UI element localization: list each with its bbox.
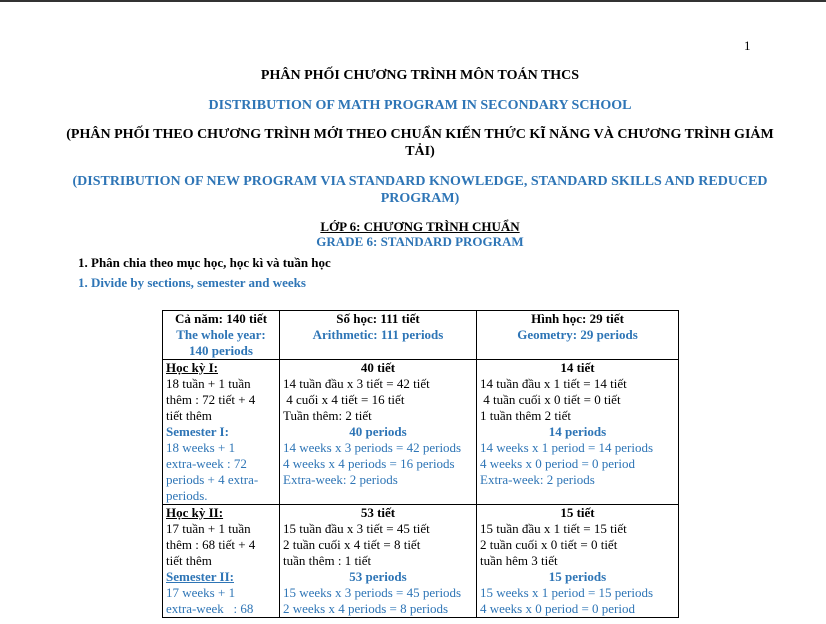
- title-en: DISTRIBUTION OF MATH PROGRAM IN SECONDARY SCHOOL: [208, 98, 632, 113]
- grade-heading-vi: LỚP 6: CHƯƠNG TRÌNH CHUẨN: [320, 219, 520, 234]
- semester-1-line-en: periods.: [166, 488, 208, 503]
- semester-2-geometry-total-vi: 15 tiết: [560, 505, 595, 520]
- semester-1-arithmetic-cell: [280, 360, 477, 505]
- semester-1-line: tiết thêm: [166, 408, 212, 423]
- semester-2-line: tiết thêm: [166, 553, 212, 568]
- semester-2-label-vi: Học kỳ II:: [166, 505, 224, 520]
- top-border: [0, 0, 826, 2]
- table-row-semester-2: [163, 505, 679, 618]
- whole-year-vi: Cả năm: 140 tiết: [174, 311, 268, 326]
- semester-1-label-en: Semester I:: [166, 424, 229, 439]
- semester-2-label-en: Semester II:: [166, 569, 234, 584]
- semester-2-arithmetic-total-en: 53 periods: [349, 569, 407, 584]
- semester-1-label-vi: Học kỳ I:: [166, 360, 218, 375]
- arithmetic-line: 2 tuần cuối x 4 tiết = 8 tiết: [283, 537, 421, 552]
- geometry-vi: Hình học: 29 tiết: [531, 311, 624, 326]
- arithmetic-line: 14 tuần đầu x 3 tiết = 42 tiết: [283, 376, 430, 391]
- geometry-line-en: 14 weeks x 1 period = 14 periods: [480, 440, 654, 455]
- geometry-line: 14 tuần đầu x 1 tiết = 14 tiết: [480, 376, 627, 391]
- arithmetic-line: 15 tuần đầu x 3 tiết = 45 tiết: [283, 521, 430, 536]
- semester-1-line-en: 18 weeks + 1: [166, 440, 236, 455]
- semester-2-line-en: extra-week : 68: [166, 601, 254, 616]
- geometry-line-en: 4 weeks x 0 period = 0 period: [480, 456, 635, 471]
- semester-2-geometry-cell: [477, 505, 679, 618]
- whole-year-en-1: The whole year:: [176, 327, 266, 342]
- geometry-line-en: Extra-week: 2 periods: [480, 472, 595, 487]
- table-header-row: [163, 311, 679, 360]
- semester-1-cell: [163, 360, 280, 505]
- arithmetic-line-en: 4 weeks x 4 periods = 16 periods: [283, 456, 455, 471]
- geometry-line-en: 15 weeks x 1 period = 15 periods: [480, 585, 654, 600]
- semester-1-arithmetic-total-en: 40 periods: [349, 424, 407, 439]
- semester-1-geometry-total-en: 14 periods: [548, 424, 607, 439]
- geometry-en: Geometry: 29 periods: [517, 327, 638, 342]
- arithmetic-line: 4 cuối x 4 tiết = 16 tiết: [283, 392, 405, 407]
- grade-heading-en: GRADE 6: STANDARD PROGRAM: [316, 234, 524, 249]
- semester-1-arithmetic-total-vi: 40 tiết: [360, 360, 396, 375]
- semester-1-line: thêm : 72 tiết + 4: [166, 392, 256, 407]
- semester-1-line-en: extra-week : 72: [166, 456, 247, 471]
- section-heading-vi: 1. Phân chia theo mục học, học kì và tuần học: [78, 255, 331, 270]
- geometry-line: 15 tuần đầu x 1 tiết = 15 tiết: [480, 521, 627, 536]
- arithmetic-vi: Số học: 111 tiết: [336, 311, 420, 326]
- semester-2-line: 17 tuần + 1 tuần: [166, 521, 251, 536]
- arithmetic-line: tuần thêm : 1 tiết: [283, 553, 372, 568]
- table-row-semester-1: [163, 360, 679, 505]
- semester-1-geometry-total-vi: 14 tiết: [560, 360, 595, 375]
- subtitle-vi: (PHÂN PHỐI THEO CHƯƠNG TRÌNH MỚI THEO CHUẨN KIẾN THỨC KĨ NĂNG VÀ CHƯƠNG TRÌNH GIẢM TẢI): [66, 127, 774, 159]
- section-heading-en: 1. Divide by sections, semester and weeks: [78, 275, 306, 290]
- geometry-line: tuần hêm 3 tiết: [480, 553, 558, 568]
- semester-2-line: thêm : 68 tiết + 4: [166, 537, 256, 552]
- title-vi: PHÂN PHỐI CHƯƠNG TRÌNH MÔN TOÁN THCS: [260, 68, 580, 83]
- page-number: 1: [744, 38, 751, 53]
- semester-2-line-en: 17 weeks + 1: [166, 585, 236, 600]
- geometry-line: 1 tuần thêm 2 tiết: [480, 408, 571, 423]
- subtitle-en: (DISTRIBUTION OF NEW PROGRAM VIA STANDARD KNOWLEDGE, STANDARD SKILLS AND REDUCED PROGRAM): [72, 174, 768, 206]
- semester-2-arithmetic-cell: [280, 505, 477, 618]
- header-whole-year: [163, 311, 280, 360]
- arithmetic-line-en: 2 weeks x 4 periods = 8 periods: [283, 601, 449, 616]
- semester-1-geometry-cell: [477, 360, 679, 505]
- geometry-line-en: 4 weeks x 0 period = 0 period: [480, 601, 635, 616]
- distribution-table: [162, 310, 679, 618]
- whole-year-en-2: 140 periods: [189, 343, 253, 358]
- arithmetic-line-en: 15 weeks x 3 periods = 45 periods: [283, 585, 462, 600]
- header-geometry: [477, 311, 679, 360]
- semester-1-line-en: periods + 4 extra-: [166, 472, 259, 487]
- semester-2-arithmetic-total-vi: 53 tiết: [360, 505, 396, 520]
- semester-2-cell: [163, 505, 280, 618]
- geometry-line: 2 tuần cuối x 0 tiết = 0 tiết: [480, 537, 618, 552]
- semester-1-line: 18 tuần + 1 tuần: [166, 376, 251, 391]
- arithmetic-line-en: 14 weeks x 3 periods = 42 periods: [283, 440, 462, 455]
- arithmetic-line-en: Extra-week: 2 periods: [283, 472, 398, 487]
- header-arithmetic: [280, 311, 477, 360]
- semester-2-geometry-total-en: 15 periods: [548, 569, 607, 584]
- arithmetic-en: Arithmetic: 111 periods: [312, 327, 444, 342]
- arithmetic-line: Tuần thêm: 2 tiết: [283, 408, 372, 423]
- geometry-line: 4 tuần cuối x 0 tiết = 0 tiết: [480, 392, 621, 407]
